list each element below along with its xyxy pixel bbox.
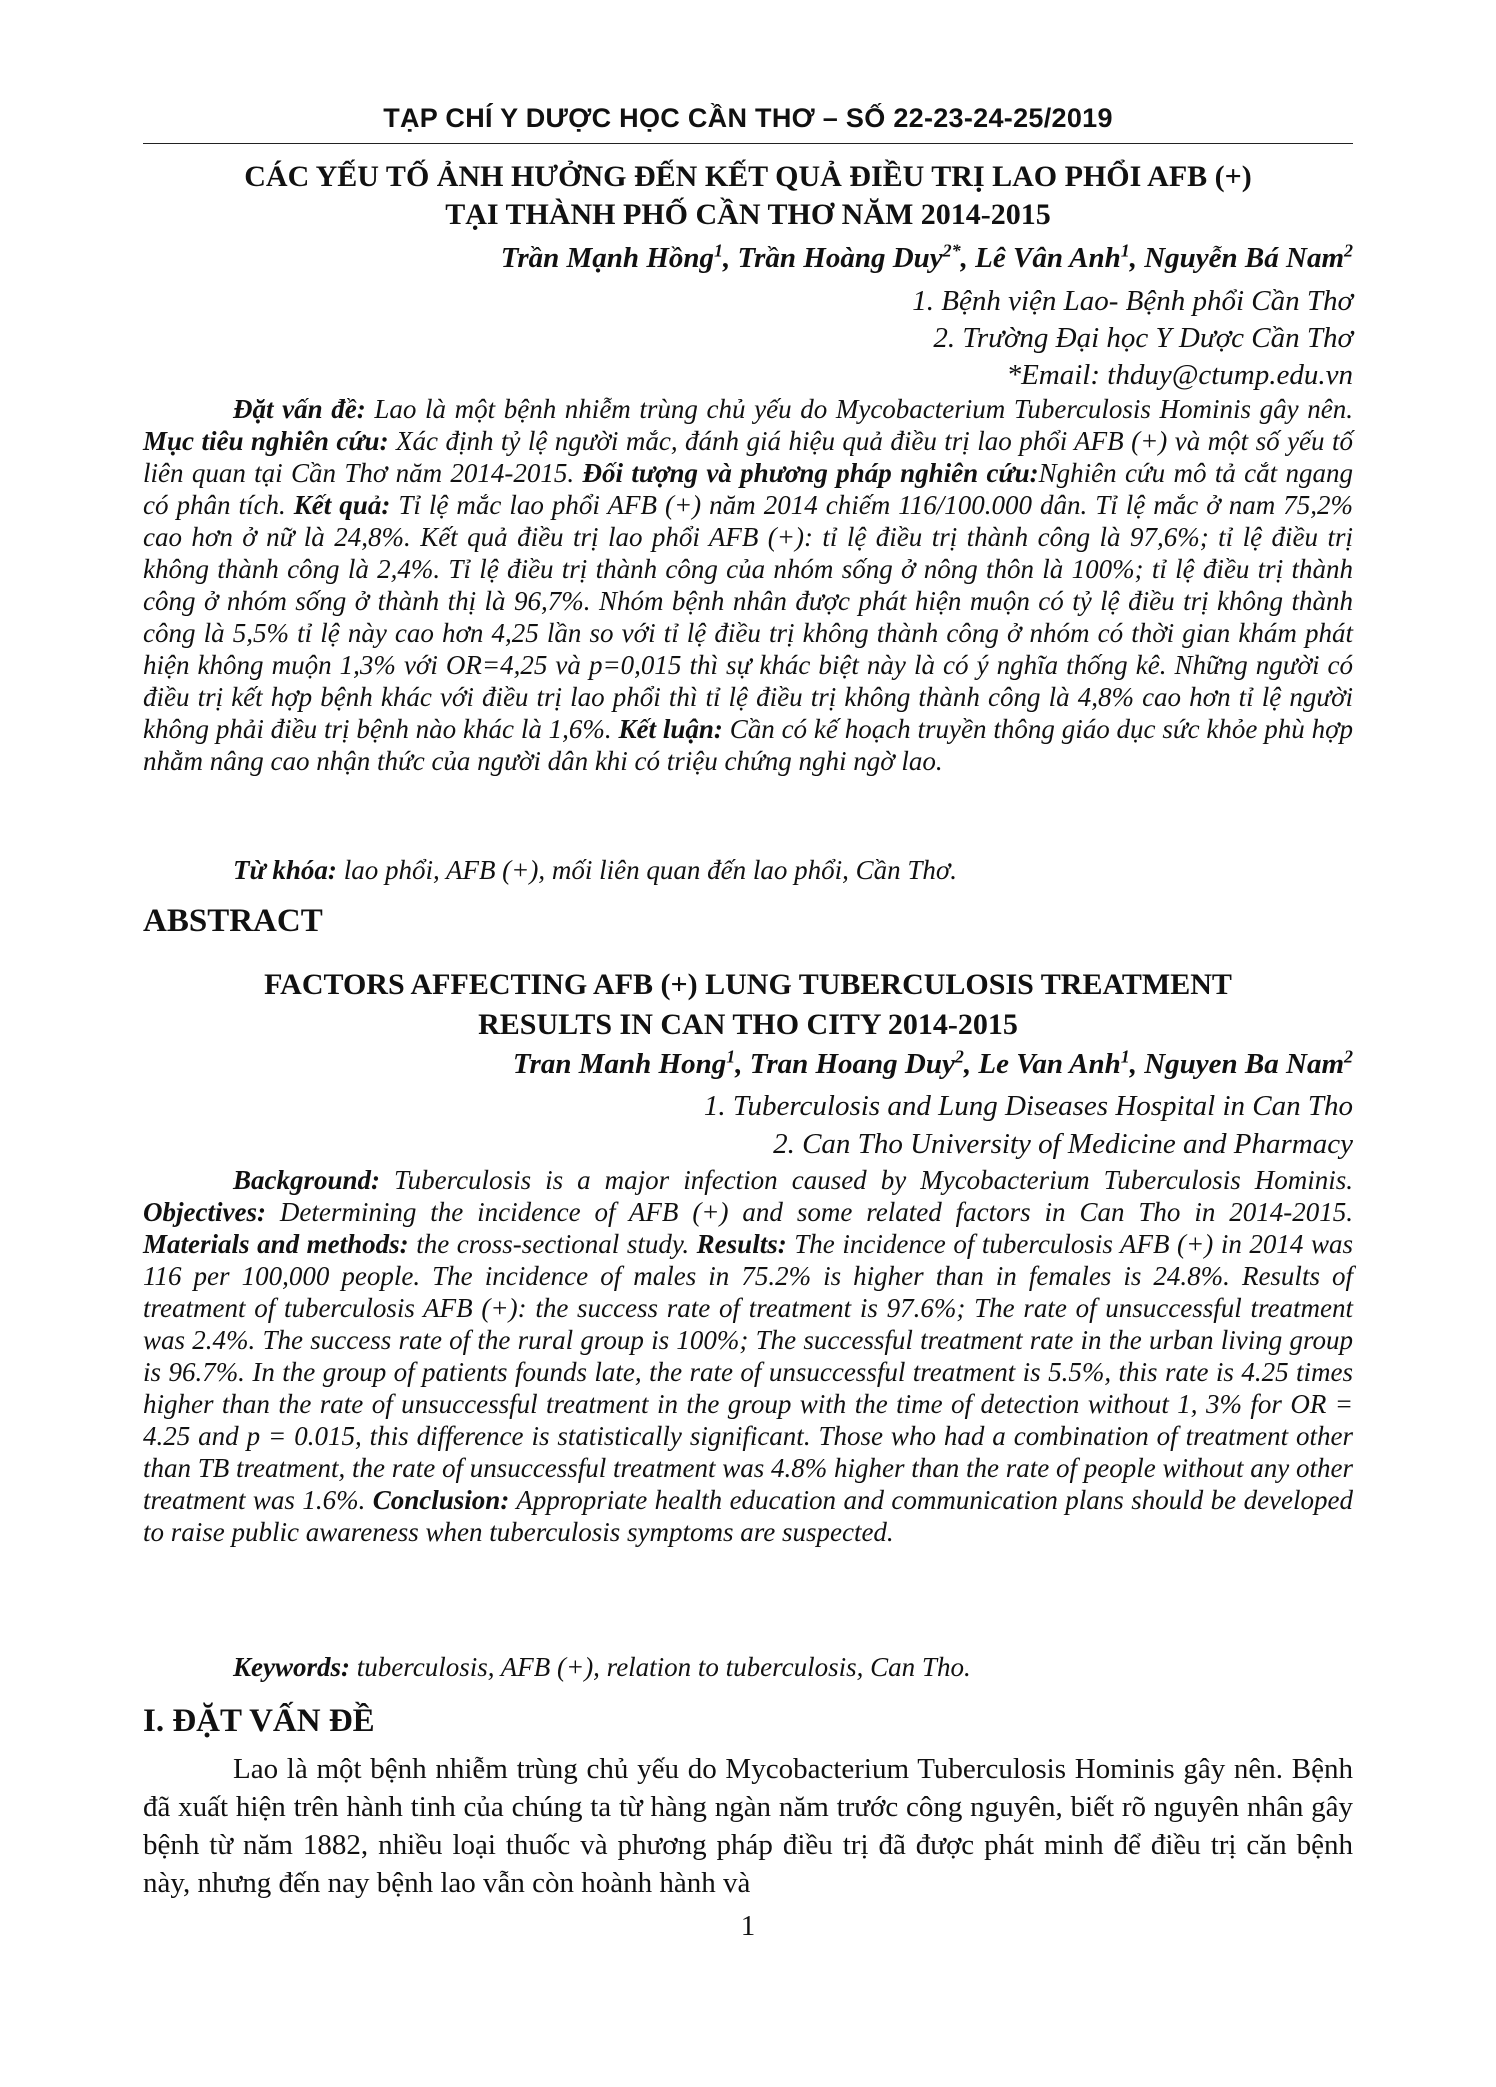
author: Tran Manh Hong bbox=[512, 1048, 727, 1080]
vi-abstract: Đặt vấn đề: Lao là một bệnh nhiễm trùng chủ yếu do Mycobacterium Tuberculosis Hominis gây nên. Mục tiêu nghiên cứu: Xác định tỷ lệ người mắc, đánh giá hiệu quả điều trị lao phổi AFB (+) và một số yếu tố liên quan tại Cần Thơ năm 2014-2015. Đối tượng và phương pháp nghiên cứu:Nghiên cứu mô tả cắt ngang có phân tích. Kết quả: Tỉ lệ mắc lao phổi AFB (+) năm 2014 chiếm 116/100.000 dân. Tỉ lệ mắc ở nam 75,2% cao hơn ở nữ là 24,8%. Kết quả điều trị lao phổi AFB (+): tỉ lệ điều trị thành công là 97,6%; tỉ lệ điều trị không thành công là 2,4%. Tỉ lệ điều trị thành công của nhóm sống ở nông thôn là 100%; tỉ lệ điều trị thành công ở nhóm sống ở thành thị là 96,7%. Nhóm bệnh nhân được phát hiện muộn có tỷ lệ điều trị không thành công là 5,5% tỉ lệ này cao hơn 4,25 lần so với tỉ lệ điều trị không thành công ở nhóm có thời gian khám phát hiện không muộn 1,3% với OR=4,25 và p=0,015 thì sự khác biệt này là có ý nghĩa thống kê. Những người có điều trị kết hợp bệnh khác với điều trị lao phổi thì tỉ lệ điều trị không thành công là 4,8% cao hơn tỉ lệ người không phải điều trị bệnh nào khác là 1,6%. Kết luận: Cần có kế hoạch truyền thông giáo dục sức khỏe phù hợp nhằm nâng cao nhận thức của người dân khi có triệu chứng nghi ngờ lao. bbox=[143, 394, 1353, 776]
author-sup: 1 bbox=[1120, 240, 1130, 261]
vi-authors: Trần Mạnh Hồng$^1$, Trần Hoàng Duy$^{2*}$, Lê Vân Anh$^1$, Nguyễn Bá Nam$^2$ bbox=[500, 240, 1353, 274]
en-title-line1: FACTORS AFFECTING AFB (+) LUNG TUBERCULOSIS TREATMENT bbox=[264, 968, 1232, 1001]
vi-title-line1: CÁC YẾU TỐ ẢNH HƯỞNG ĐẾN KẾT QUẢ ĐIỀU TRỊ LAO PHỔI AFB (+) bbox=[244, 160, 1252, 193]
page-number: 1 bbox=[740, 1910, 756, 1942]
author-sup: 2 bbox=[1344, 1046, 1353, 1067]
header-rule bbox=[143, 143, 1353, 144]
author-sup: 1 bbox=[726, 1046, 736, 1067]
author-sup: 1 bbox=[714, 240, 723, 261]
author-sup: 1 bbox=[1120, 1046, 1130, 1067]
author: Nguyen Ba Nam bbox=[1144, 1048, 1345, 1080]
vi-keywords: Từ khóa: lao phổi, AFB (+), mối liên quan đến lao phổi, Cần Thơ. bbox=[233, 855, 958, 885]
en-affiliation-1: 1. Tuberculosis and Lung Diseases Hospital in Can Tho bbox=[703, 1090, 1353, 1122]
author: Nguyễn Bá Nam bbox=[1144, 242, 1345, 274]
en-affiliation-2: 2. Can Tho University of Medicine and Pharmacy bbox=[773, 1128, 1353, 1160]
author: Le Van Anh bbox=[978, 1048, 1121, 1080]
vi-affiliation-2: 2. Trường Đại học Y Dược Cần Thơ bbox=[933, 322, 1353, 354]
author: Lê Vân Anh bbox=[975, 242, 1121, 274]
abstract-heading: ABSTRACT bbox=[143, 903, 323, 939]
section1-text: Lao là một bệnh nhiễm trùng chủ yếu do Mycobacterium Tuberculosis Hominis gây nên. Bệnh đã xuất hiện trên hành tinh của chúng ta từ hàng ngàn năm trước công nguyên, biết rõ nguyên nhân gây bệnh từ năm 1882, nhiều loại thuốc và phương pháp điều trị đã được phát minh để điều trị căn bệnh này, nhưng đến nay bệnh lao vẫn còn hoành hành và bbox=[143, 1753, 1353, 1899]
vi-affiliation-1: 1. Bệnh viện Lao- Bệnh phổi Cần Thơ bbox=[912, 285, 1353, 317]
vi-title-line2: TẠI THÀNH PHỐ CẦN THƠ NĂM 2014-2015 bbox=[445, 198, 1051, 231]
en-authors: Tran Manh Hong$^1$, Tran Hoang Duy$^2$, Le Van Anh$^1$, Nguyen Ba Nam$^2$ bbox=[512, 1046, 1353, 1080]
journal-header: TẠP CHÍ Y DƯỢC HỌC CẦN THƠ – SỐ 22-23-24-25/2019 bbox=[383, 103, 1113, 133]
author-sup: 2 bbox=[1344, 240, 1353, 261]
author: Trần Hoàng Duy bbox=[737, 242, 943, 274]
author-sup: 2 bbox=[954, 1046, 964, 1067]
author: Tran Hoang Duy bbox=[749, 1048, 955, 1080]
author-sup: 2* bbox=[942, 240, 961, 261]
section1-heading: I. ĐẶT VẤN ĐỀ bbox=[143, 1703, 375, 1739]
en-abstract: Background: Tuberculosis is a major infection caused by Mycobacterium Tuberculosis Hominis. Objectives: Determining the incidence of AFB (+) and some related factors in Can Tho in 2014-2015. Materials and methods: the cross-sectional study. Results: The incidence of tuberculosis AFB (+) in 2014 was 116 per 100,000 people. The incidence of males in 75.2% is higher than in females is 24.8%. Results of treatment of tuberculosis AFB (+): the success rate of treatment is 97.6%; The rate of unsuccessful treatment was 2.4%. The success rate of the rural group is 100%; The successful treatment rate in the urban living group is 96.7%. In the group of patients founds late, the rate of unsuccessful treatment is 5.5%, this rate is 4.25 times higher than the rate of unsuccessful treatment in the group with the time of detection without 1, 3% for OR = 4.25 and p = 0.015, this difference is statistically significant. Those who had a combination of treatment other than TB treatment, the rate of unsuccessful treatment was 4.8% higher than the rate of people without any other treatment was 1.6%. Conclusion: Appropriate health education and communication plans should be developed to raise public awareness when tuberculosis symptoms are suspected. bbox=[143, 1165, 1354, 1547]
author: Trần Mạnh Hồng bbox=[500, 242, 714, 274]
en-keywords: Keywords: tuberculosis, AFB (+), relation to tuberculosis, Can Tho. bbox=[233, 1652, 971, 1682]
vi-email: *Email: thduy@ctump.edu.vn bbox=[1006, 359, 1353, 391]
en-title-line2: RESULTS IN CAN THO CITY 2014-2015 bbox=[478, 1008, 1018, 1041]
